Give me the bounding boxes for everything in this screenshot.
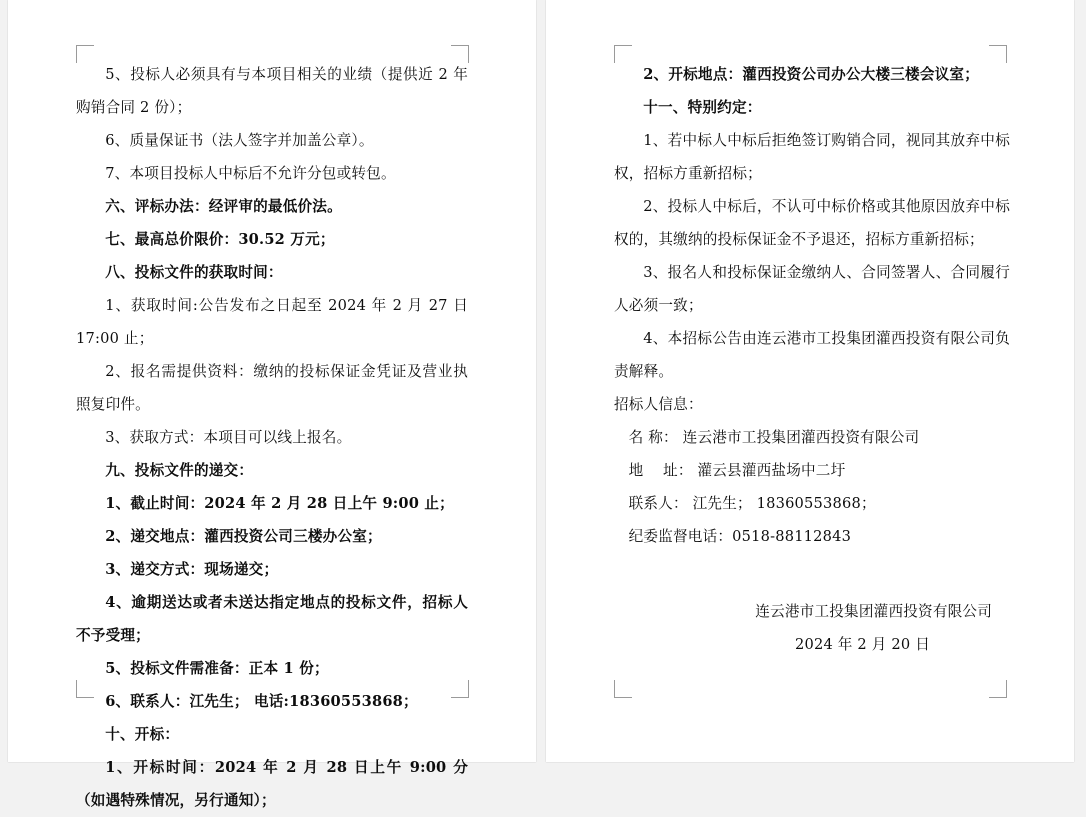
paragraph: 八、投标文件的获取时间： xyxy=(105,264,283,281)
paragraph: 2、报名需提供资料：缴纳的投标保证金凭证及营业执照复印件。 xyxy=(76,363,468,413)
paragraph: 6、联系人：江先生； 电话:18360553868； xyxy=(105,693,418,710)
bidder-name-line: 名 称： 连云港市工投集团灌西投资有限公司 xyxy=(628,429,920,446)
signature-date: 2024 年 2 月 20 日 xyxy=(795,636,930,653)
signature-company: 连云港市工投集团灌西投资有限公司 xyxy=(755,603,992,620)
paragraph: 2、开标地点：灌西投资公司办公大楼三楼会议室； xyxy=(643,66,980,83)
paragraph: 7、本项目投标人中标后不允许分包或转包。 xyxy=(105,165,396,182)
paragraph: 2、投标人中标后，不认可中标价格或其他原因放弃中标权的，其缴纳的投标保证金不予退还，招标方重新招标； xyxy=(614,198,1010,248)
document-page-left xyxy=(8,0,536,809)
paragraph: 1、截止时间：2024 年 2 月 28 日上午 9:00 止； xyxy=(105,495,454,512)
paragraph: 十、开标： xyxy=(105,726,180,743)
paragraph: 招标人信息： xyxy=(614,396,703,413)
paragraph: 3、递交方式：现场递交； xyxy=(105,561,279,578)
paragraph: 1、开标时间：2024 年 2 月 28 日上午 9:00 分（如遇特殊情况，另行通知）； xyxy=(76,759,468,809)
paragraph: 六、评标办法：经评审的最低价法。 xyxy=(105,198,342,215)
paragraph: 1、若中标人中标后拒绝签订购销合同，视同其放弃中标权，招标方重新招标； xyxy=(614,132,1010,182)
document-page-right xyxy=(546,0,1074,762)
paragraph: 1、获取时间:公告发布之日起至 2024 年 2 月 27 日 17:00 止； xyxy=(76,297,468,347)
paragraph: 5、投标文件需准备：正本 1 份； xyxy=(105,660,329,677)
signature-block xyxy=(614,595,1010,661)
paragraph: 七、最高总价限价：30.52 万元； xyxy=(105,231,335,248)
crop-mark-bottom-right xyxy=(989,680,1007,698)
page-left-body xyxy=(76,58,468,817)
paragraph: 九、投标文件的递交： xyxy=(105,462,254,479)
crop-mark-bottom-left xyxy=(614,680,632,698)
paragraph: 5、投标人必须具有与本项目相关的业绩（提供近 2 年购销合同 2 份）； xyxy=(76,66,468,116)
bidder-address-line: 地 址： 灌云县灌西盐场中二圩 xyxy=(628,462,846,479)
bidder-contact-line: 联系人： 江先生； 18360553868； xyxy=(628,495,876,512)
paragraph: 6、质量保证书（法人签字并加盖公章）。 xyxy=(105,132,374,149)
bidder-supervision-phone-line: 纪委监督电话：0518-88112843 xyxy=(628,528,852,545)
page-right-body xyxy=(614,58,1010,661)
paragraph: 4、逾期送达或者未送达指定地点的投标文件，招标人不予受理； xyxy=(76,594,468,644)
paragraph: 3、获取方式：本项目可以线上报名。 xyxy=(105,429,352,446)
paragraph: 4、本招标公告由连云港市工投集团灌西投资有限公司负责解释。 xyxy=(614,330,1010,380)
paragraph: 2、递交地点：灌西投资公司三楼办公室； xyxy=(105,528,382,545)
paragraph: 十一、特别约定： xyxy=(643,99,762,116)
paragraph: 3、报名人和投标保证金缴纳人、合同签署人、合同履行人必须一致； xyxy=(614,264,1010,314)
